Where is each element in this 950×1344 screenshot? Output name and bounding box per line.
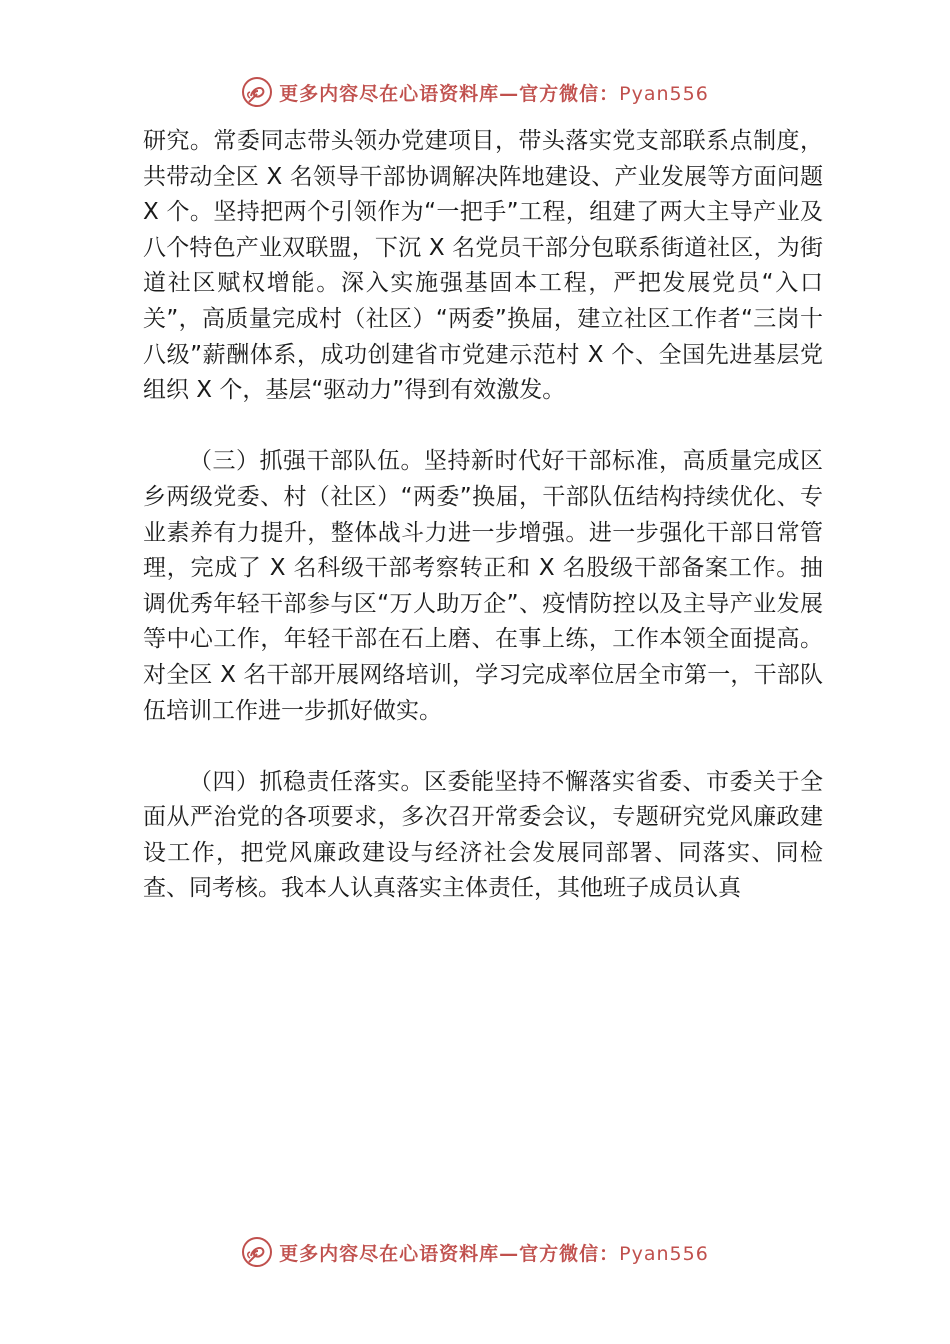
document-body: [143, 124, 823, 907]
header-banner: [0, 72, 950, 112]
footer-wechat-id: Pyan556: [619, 1242, 709, 1265]
paragraph-1: 研究。常委同志带头领办党建项目，带头落实党支部联系点制度，共带动全区 X 名领导干部协调解决阵地建设、产业发展等方面问题 X 个。坚持把两个引领作为“一把手”工程，组建了两大主导产业及八个特色产业双联盟，下沉 X 名党员干部分包联系街道社区，为街道社区赋权增能。深入实施强基固本工程，严把发展党员“入口关”，高质量完成村（社区）“两委”换届，建立社区工作者“三岗十八级”薪酬体系，成功创建省市党建示范村 X 个、全国先进基层党组织 X 个，基层“驱动力”得到有效激发。: [143, 128, 823, 404]
footer-banner: [0, 1232, 950, 1272]
paragraph-gap: [143, 409, 823, 445]
paragraph-3: （四）抓稳责任落实。区委能坚持不懈落实省委、市委关于全面从严治党的各项要求，多次召开常委会议，专题研究党风廉政建设工作，把党风廉政建设与经济社会发展同部署、同落实、同检查、同考核。我本人认真落实主体责任，其他班子成员认真: [143, 768, 823, 902]
rose-logo-icon: [241, 1236, 273, 1268]
footer-banner-text: 更多内容尽在心语资料库—官方微信：Pyan556: [279, 1242, 709, 1265]
header-wechat-id: Pyan556: [619, 82, 709, 105]
rose-logo-icon: [241, 76, 273, 108]
paragraph-2: （三）抓强干部队伍。坚持新时代好干部标准，高质量完成区乡两级党委、村（社区）“两委”换届，干部队伍结构持续优化、专业素养有力提升，整体战斗力进一步增强。进一步强化干部日常管理，完成了 X 名科级干部考察转正和 X 名股级干部备案工作。抽调优秀年轻干部参与区“万人助万企”、疫情防控以及主导产业发展等中心工作，年轻干部在石上磨、在事上练，工作本领全面提高。对全区 X 名干部开展网络培训，学习完成率位居全市第一，干部队伍培训工作进一步抓好做实。: [143, 448, 823, 724]
header-banner-text: 更多内容尽在心语资料库—官方微信：Pyan556: [279, 82, 709, 105]
paragraph-gap: [143, 729, 823, 765]
